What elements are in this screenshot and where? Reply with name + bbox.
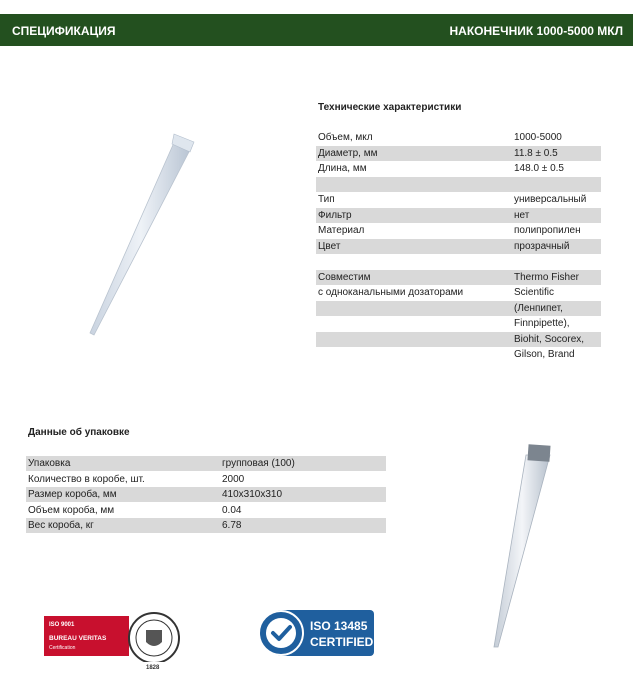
pack-row [26,518,386,533]
header-product: НАКОНЕЧНИК 1000-5000 МКЛ [449,24,623,38]
tech-row [316,316,601,331]
tech-value: Scientific [514,287,555,298]
tech-value: 11.8 ± 0.5 [514,147,558,159]
tech-label: Материал [318,225,365,236]
svg-text:BUREAU VERITAS: BUREAU VERITAS [49,635,107,642]
tech-row [316,332,601,347]
tech-row [316,208,601,223]
page-header [0,14,633,46]
svg-text:Certification: Certification [49,645,76,651]
iso-13485-logo [258,610,378,660]
tech-row [316,347,601,362]
tech-row [316,161,601,176]
tech-row [316,301,601,316]
svg-text:CERTIFIED: CERTIFIED [310,635,374,649]
pack-value: 2000 [222,473,245,485]
pack-label: Размер короба, мм [28,489,117,500]
tech-row [316,285,601,300]
pack-value: 0.04 [222,504,242,516]
svg-text:ISO 13485: ISO 13485 [310,619,368,633]
tech-row [316,239,601,254]
tech-label: Диаметр, мм [318,147,378,159]
pack-value: групповая (100) [222,458,295,469]
tech-label: Длина, мм [318,163,367,174]
pack-label: Количество в коробе, шт. [28,473,145,485]
tech-label: Фильтр [318,209,352,221]
pack-label: Вес короба, кг [28,520,94,531]
tech-title: Технические характеристики [318,102,462,113]
tech-row [316,223,601,238]
pipette-tip-image-vertical [470,425,580,655]
tech-row [316,270,601,285]
tech-value: нет [514,209,530,221]
tech-row [316,192,601,207]
svg-text:1828: 1828 [146,665,160,670]
tech-value: полипропилен [514,225,581,236]
pipette-tip-image [80,130,200,340]
tech-label: Совместим [318,271,371,283]
tech-value: Finnpipette), [514,318,570,329]
svg-text:ISO 9001: ISO 9001 [49,622,75,628]
tech-value: Thermo Fisher [514,271,580,283]
tech-label: Тип [318,194,335,205]
tech-row [316,146,601,161]
tech-value: прозрачный [514,240,570,252]
tech-value: 148.0 ± 0.5 [514,163,564,174]
tech-value: Biohit, Socorex, [514,333,585,345]
pack-value: 6.78 [222,520,242,531]
tech-value: (Ленпипет, [514,302,563,314]
tech-value: универсальный [514,194,587,205]
tech-value: 1000-5000 [514,132,562,143]
pack-value: 410x310x310 [222,489,283,500]
tech-label: Объем, мкл [318,132,373,143]
pack-label: Объем короба, мм [28,504,115,516]
pack-title: Данные об упаковке [28,427,130,438]
tech-row [316,254,601,269]
tech-row [316,130,601,145]
pack-label: Упаковка [28,458,71,469]
pack-row [26,503,386,518]
tech-label: Цвет [318,240,341,252]
pack-row [26,456,386,471]
tech-value: Gilson, Brand [514,349,575,360]
pack-row [26,472,386,487]
bureau-veritas-logo [44,610,184,670]
pack-row [26,487,386,502]
header-title: СПЕЦИФИКАЦИЯ [12,24,116,38]
tech-label: с одноканальными дозаторами [318,287,464,298]
tech-row [316,177,601,192]
